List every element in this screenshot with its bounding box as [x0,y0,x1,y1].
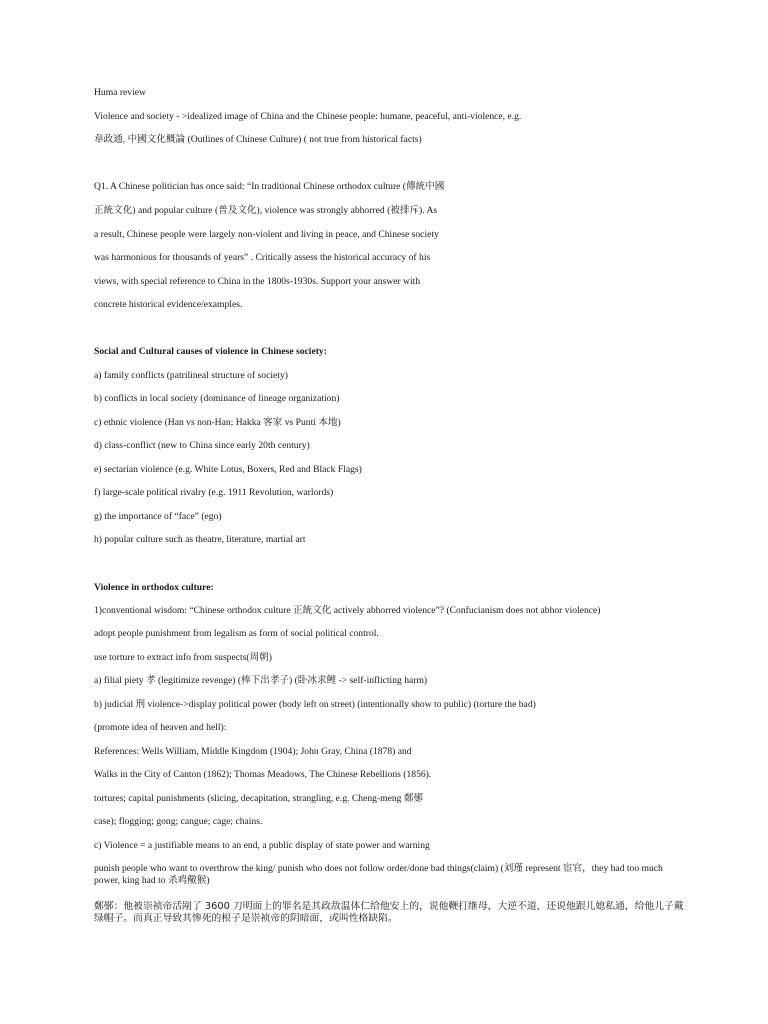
cause-item: a) family conflicts (patrilineal structure of society) [94,370,288,381]
orthodox-line: 1)conventional wisdom: “Chinese orthodox culture 正統文化 actively abhorred violence”? (Confucianism does not abhor violence) [94,605,601,616]
orthodox-line: c) Violence = a justifiable means to an end, a public display of state power and warning [94,840,430,851]
cause-item: g) the importance of “face” (ego) [94,511,222,522]
orthodox-line: use torture to extract info from suspects(周朝) [94,652,272,663]
orthodox-line: b) judicial 刑 violence->display political power (body left on street) (intentionally show to public) (torture the bad) [94,699,536,710]
question-line: a result, Chinese people were largely non-violent and living in peace, and Chinese society [94,229,439,240]
orthodox-paragraph: punish people who want to overthrow the king/ punish who does not follow order/done bad things(claim) (刘瑾 represent 宦官，they had too much power, king had to 杀鸡儆猴) [94,863,663,886]
chinese-paragraph: 鄭鄤：他被崇祯帝活剐了 3600 刀明面上的罪名是其政敌温体仁给他安上的，说他鞭打继母，大逆不道，还说他跟儿媳私通，给他儿子戴绿帽子。而真正导致其惨死的根子是崇祯帝的阴暗面，或叫性格缺陷。 [94,901,684,924]
orthodox-line: case); flogging; gong; cangue; cage; chains. [94,816,263,827]
section-heading-causes: Social and Cultural causes of violence in Chinese society: [94,346,327,357]
cause-item: c) ethnic violence (Han vs non-Han; Hakka 客家 vs Punti 本地) [94,417,341,428]
references-line: References: Wells William, Middle Kingdom (1904); John Gray, China (1878) and [94,746,412,757]
question-line: concrete historical evidence/examples. [94,299,243,310]
question-line: Q1. A Chinese politician has once said: “In traditional Chinese orthodox culture (傳統中國 [94,181,445,192]
question-line: 正統文化) and popular culture (普及文化), violence was strongly abhorred (被排斥). As [94,205,438,216]
orthodox-line: a) filial piety 孝 (legitimize revenge) (棒下出孝子) (卧冰求鲤 -> self-inflicting harm) [94,675,428,686]
intro-line: 韋政通, 中國文化概論 (Outlines of Chinese Culture) ( not true from historical facts) [94,134,422,145]
doc-title: Huma review [94,87,146,98]
cause-item: f) large-scale political rivalry (e.g. 1911 Revolution, warlords) [94,487,334,498]
cause-item: d) class-conflict (new to China since early 20th century) [94,440,310,451]
cause-item: e) sectarian violence (e.g. White Lotus, Boxers, Red and Black Flags) [94,464,362,475]
section-heading-orthodox: Violence in orthodox culture: [94,582,214,593]
orthodox-line: (promote idea of heaven and hell): [94,722,227,733]
question-line: was harmonious for thousands of years” . Critically assess the historical accuracy of his [94,252,431,263]
orthodox-line: adopt people punishment from legalism as form of social political control. [94,628,379,639]
references-line: Walks in the City of Canton (1862); Thomas Meadows, The Chinese Rebellions (1856). [94,769,432,780]
orthodox-line: tortures; capital punishments (slicing, decapitation, strangling, e.g. Cheng-meng 鄭鄤 [94,793,424,804]
intro-line: Violence and society - >idealized image of China and the Chinese people: humane, peaceful, anti-violence, e.g. [94,111,522,122]
question-line: views, with special reference to China in the 1800s-1930s. Support your answer with [94,276,421,287]
cause-item: b) conflicts in local society (dominance of lineage organization) [94,393,340,404]
cause-item: h) popular culture such as theatre, literature, martial art [94,534,306,545]
